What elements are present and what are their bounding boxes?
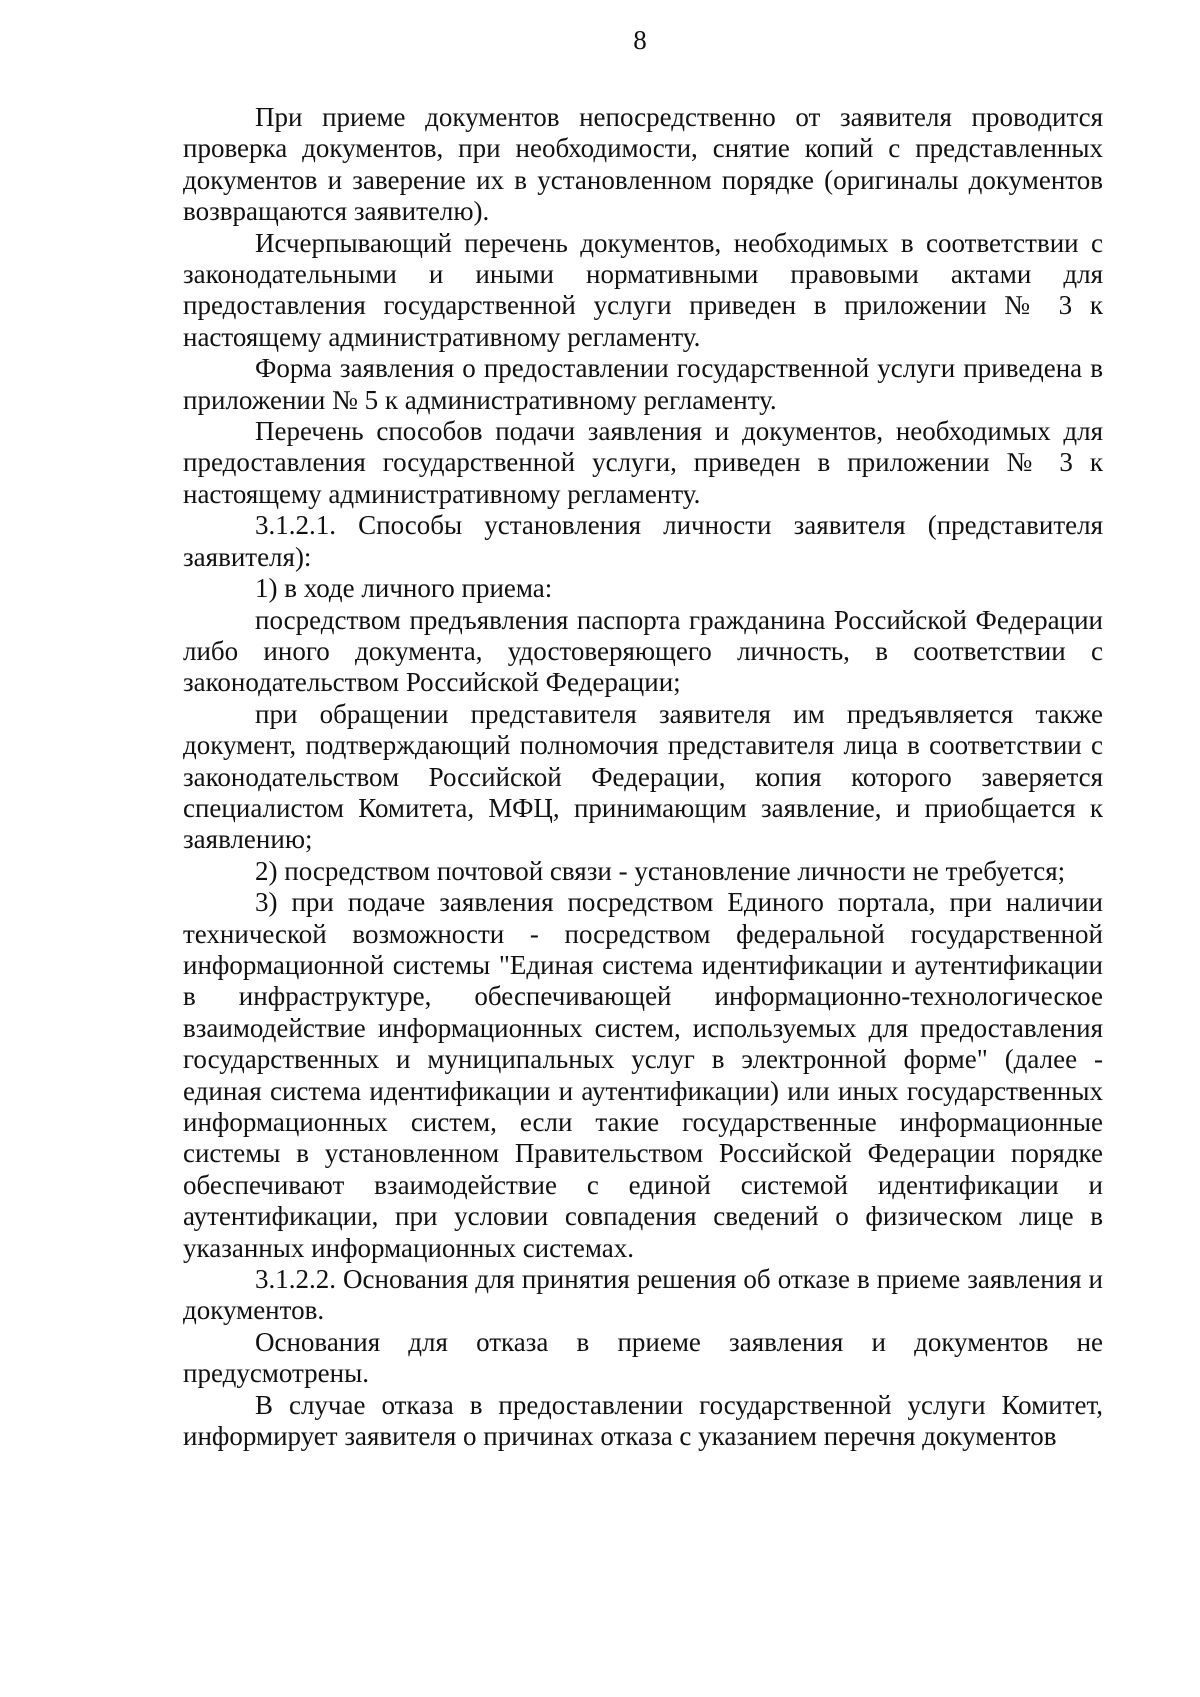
document-body [183,102,1103,1452]
paragraph-refusal-notification: В случае отказа в предоставлении государственной услуги Комитет, информирует заявителя о причинах отказа с указанием перечня документов [183,1389,1103,1452]
paragraph-representative: при обращении представителя заявителя им предъявляется также документ, подтверждающий полномочия представителя лица в соответствии с законодательством Российской Федерации, копия которого заверяется специалистом Комитета, МФЦ, принимающим заявление, и приобщается к заявлению; [183,698,1103,855]
paragraph-application-form: Форма заявления о предоставлении государственной услуги приведена в приложении № 5 к административному регламенту. [183,353,1103,415]
paragraph-item-3: 3) при подаче заявления посредством Единого портала, при наличии технической возможности - посредством федеральной государственной информационной системы "Единая система идентификации и аутентификации в инфраструктуре, обеспечивающей информационно-технологическое взаимодействие информационных систем, используемых для предоставления государственных и муниципальных услуг в электронной форме" (далее - единая система идентификации и аутентификации) или иных государственных информационных систем, если такие государственные информационные системы в установленном Правительством Российской Федерации порядке обеспечивают взаимодействие с единой системой идентификации и аутентификации, при условии совпадения сведений о физическом лице в указанных информационных системах. [183,887,1103,1263]
paragraph-item-1: 1) в ходе личного приема: [255,573,553,604]
page-number: 8 [633,25,647,55]
paragraph-section-3-1-2-1: 3.1.2.1. Способы установления личности заявителя (представителя заявителя): [183,510,1103,572]
paragraph-document-check: При приеме документов непосредственно от заявителя проводится проверка документов, при необходимости, снятие копий с представленных документов и заверение их в установленном порядке (оригиналы документов возвращаются заявителю). [183,102,1103,227]
paragraph-no-refusal-grounds: Основания для отказа в приеме заявления и документов не предусмотрены. [183,1326,1103,1389]
paragraph-item-2: 2) посредством почтовой связи - установление личности не требуется; [255,855,1066,886]
paragraph-documents-list: Исчерпывающий перечень документов, необходимых в соответствии с законодательными и иными нормативными правовыми актами для предоставления государственной услуги приведен в приложении № 3 к настоящему административному регламенту. [183,227,1103,352]
paragraph-passport: посредством предъявления паспорта гражданина Российской Федерации либо иного документа, удостоверяющего личность, в соответствии с законодательством Российской Федерации; [183,604,1103,698]
paragraph-submission-methods: Перечень способов подачи заявления и документов, необходимых для предоставления государственной услуги, приведен в приложении № 3 к настоящему административному регламенту. [183,416,1103,509]
paragraph-section-3-1-2-2: 3.1.2.2. Основания для принятия решения об отказе в приеме заявления и документов. [183,1264,1103,1326]
